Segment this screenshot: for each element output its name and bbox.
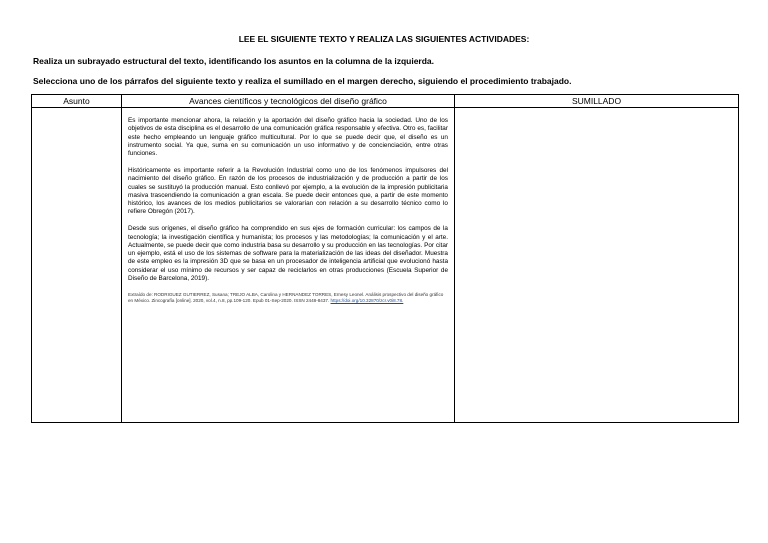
asunto-cell[interactable] [32, 108, 122, 423]
paragraph-2: Históricamente es importante referir a la Revolución Industrial como uno de los fenómenos impulsores del nacimiento del diseño gráfico. En razón de los procesos de industrialización y de producción a partir de los cuales se sustituyó la producción manual. Esto conllevó por ejemplo, a la evolución de la impresión publicitaria masiva trascendiendo la comunicación a gran escala. Se puede decir entonces que, a partir de este momento histórico, los avances de los medios publicitarios se valorarían con relación a su desarrollo técnico como lo refiere Obregón (2017). [128, 166, 448, 216]
sumillado-cell[interactable] [455, 108, 739, 423]
page-title: LEE EL SIGUIENTE TEXTO Y REALIZA LAS SIGUIENTES ACTIVIDADES: [238, 34, 530, 44]
instruction-1: Realiza un subrayado estructural del texto, identificando los asuntos en la columna de la izquierda. [33, 56, 435, 66]
activity-table [31, 94, 739, 423]
header-asunto: Asunto [32, 95, 122, 108]
text-cell [122, 108, 455, 423]
table-header-row [32, 95, 739, 108]
citation-link[interactable]: https://doi.org/10.32870/zcr.v0i8.78. [330, 298, 404, 304]
citation [128, 292, 448, 305]
header-avances: Avances científicos y tecnológicos del diseño gráfico [122, 95, 455, 108]
paragraph-3: Desde sus orígenes, el diseño gráfico ha comprendido en sus ejes de formación curricular: los campos de la tecnología; la investigación científica y humanista; los procesos y las metodologías; la comunicación y el arte. Actualmente, se puede decir que como industria basa su desarrollo y su producción en las tecnologías. Por citar un ejemplo, está el uso de los sistemas de software para la materialización de las ideas del diseñador. Muestra de este empleo es la impresión 3D que se basa en un procesador de inteligencia artificial que evolucionó hasta considerar el uso mínimo de recursos y ser capaz de reciclarlos en otras producciones (Escuela Superior de Diseño de Barcelona, 2019). [128, 225, 448, 283]
header-sumillado: SUMILLADO [455, 95, 739, 108]
instruction-2: Selecciona uno de los párrafos del siguiente texto y realiza el sumillado en el margen derecho, siguiendo el procedimiento trabajado. [33, 76, 572, 86]
table-row [32, 108, 739, 423]
citation-text: Extraído de: RODRIGUEZ GUTIERREZ, Susana; TREJO ALBA, Carolina y HERNANDEZ TORRES, Ernesy Leonel. Análisis prospectivo del diseño gráfico en México. Zincografía [online]. 2020, vol.4, n.8, pp.109-120. Epub 01-Sep-2020. ISSN 2448-8437. [128, 291, 444, 304]
paragraph-1: Es importante mencionar ahora, la relación y la aportación del diseño gráfico hacia la sociedad. Uno de los objetivos de esta disciplina es el desarrollo de una comunicación gráfica responsable y efectiva. Otro es, facilitar este hecho empleando un lenguaje gráfico multicultural. Por lo que se puede decir que, el diseño es un instrumento social. Ya que, suma en su comunicación un uso informativo y de concienciación, entre otras funciones. [128, 117, 448, 158]
